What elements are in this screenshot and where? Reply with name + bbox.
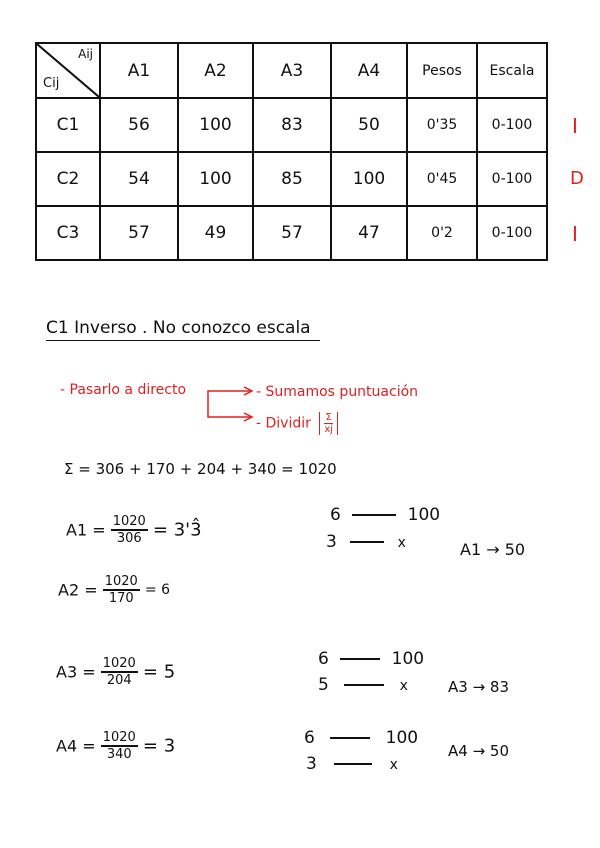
rule-value: 100 [407,505,441,525]
row-tag: I [572,114,578,138]
calc-fraction [101,730,138,762]
calc-label: A2 = [58,580,98,600]
calc-label: A4 = [56,736,96,756]
calc-result: = 5 [142,661,176,683]
calc-denominator: 204 [106,673,132,688]
rule-a1-row1 [330,505,440,525]
table-cell: 0'35 [407,98,477,152]
branch-arrows [200,385,260,425]
calc-numerator: 1020 [112,514,146,529]
column-header: A3 [253,43,331,98]
rule-value: 100 [391,649,425,669]
rule-line [330,737,370,739]
rule-a1-row2 [326,532,406,552]
calc-result: = 3'3̂ [152,519,202,541]
calc-a1 [66,514,202,546]
table-cell: 57 [253,206,331,260]
calc-label: A3 = [56,662,96,682]
rule-value: 100 [385,728,419,748]
column-header: Escala [477,43,547,98]
row-tag: I [572,222,578,246]
calc-numerator: 1020 [102,730,136,745]
table-cell: 100 [331,152,407,206]
rule-value: x [399,678,408,694]
table-cell: 47 [331,206,407,260]
rule-value: x [397,535,406,551]
calc-result: = 3 [142,735,176,757]
table-cell: 100 [178,98,253,152]
calc-fraction [111,514,148,546]
table-row [36,98,547,152]
sum-line: Σ = 306 + 170 + 204 + 340 = 1020 [64,460,337,478]
calc-a3 [56,656,175,688]
table-row [36,152,547,206]
calc-fraction [101,656,138,688]
rule-line [344,684,384,686]
table-cell: 0'2 [407,206,477,260]
rule-line [340,658,380,660]
note-dividir-fraction [319,412,338,435]
rule-result: A3 → 83 [448,678,509,696]
corner-top-label: Aij [78,47,93,61]
table-cell: 49 [178,206,253,260]
note-pasarlo: - Pasarlo a directo [60,382,187,398]
rule-value: 3 [326,532,337,552]
table-row [36,206,547,260]
fraction-numerator: Σ [325,412,332,423]
rule-line [350,541,384,543]
table-cell: 57 [100,206,178,260]
rule-value: 6 [304,728,315,748]
table-cell: 0-100 [477,98,547,152]
row-label: C3 [36,206,100,260]
calc-a4 [56,730,175,762]
table-cell: 83 [253,98,331,152]
rule-result: A4 → 50 [448,742,509,760]
rule-value: 6 [318,649,329,669]
table-cell: 100 [178,152,253,206]
table-cell: 54 [100,152,178,206]
rule-result: A1 → 50 [460,540,526,559]
column-header: A4 [331,43,407,98]
calc-fraction [103,574,140,606]
column-header: A1 [100,43,178,98]
note-dividir [256,412,338,435]
calc-a2 [58,574,170,606]
corner-cell [36,43,100,98]
table-cell: 0-100 [477,206,547,260]
rule-line [352,514,396,516]
table-cell: 85 [253,152,331,206]
fraction-denominator: xj [324,424,334,435]
note-sumamos: - Sumamos puntuación [256,384,419,400]
calc-result: = 6 [144,582,170,598]
calc-denominator: 306 [116,531,142,546]
rule-value: 5 [318,675,329,695]
row-tag: D [570,168,584,189]
table-cell: 50 [331,98,407,152]
rule-value: 3 [306,754,317,774]
calc-denominator: 340 [106,747,132,762]
rule-a3-row2 [318,675,408,695]
calc-label: A1 = [66,520,106,540]
calc-numerator: 1020 [102,656,136,671]
table-header-row [36,43,547,98]
section-title: C1 Inverso . No conozco escala [46,318,320,341]
rule-value: 6 [330,505,341,525]
column-header: A2 [178,43,253,98]
calc-numerator: 1020 [104,574,138,589]
rule-value: x [389,757,398,773]
rule-a4-row2 [306,754,398,774]
table-cell: 0-100 [477,152,547,206]
decision-matrix [35,42,548,261]
note-dividir-label: - Dividir [256,415,311,432]
rule-line [334,763,372,765]
row-label: C2 [36,152,100,206]
rule-a4-row1 [304,728,418,748]
table-cell: 0'45 [407,152,477,206]
corner-bottom-label: Cij [43,76,60,91]
calc-denominator: 170 [108,591,134,606]
row-label: C1 [36,98,100,152]
rule-a3-row1 [318,649,424,669]
table-cell: 56 [100,98,178,152]
column-header: Pesos [407,43,477,98]
